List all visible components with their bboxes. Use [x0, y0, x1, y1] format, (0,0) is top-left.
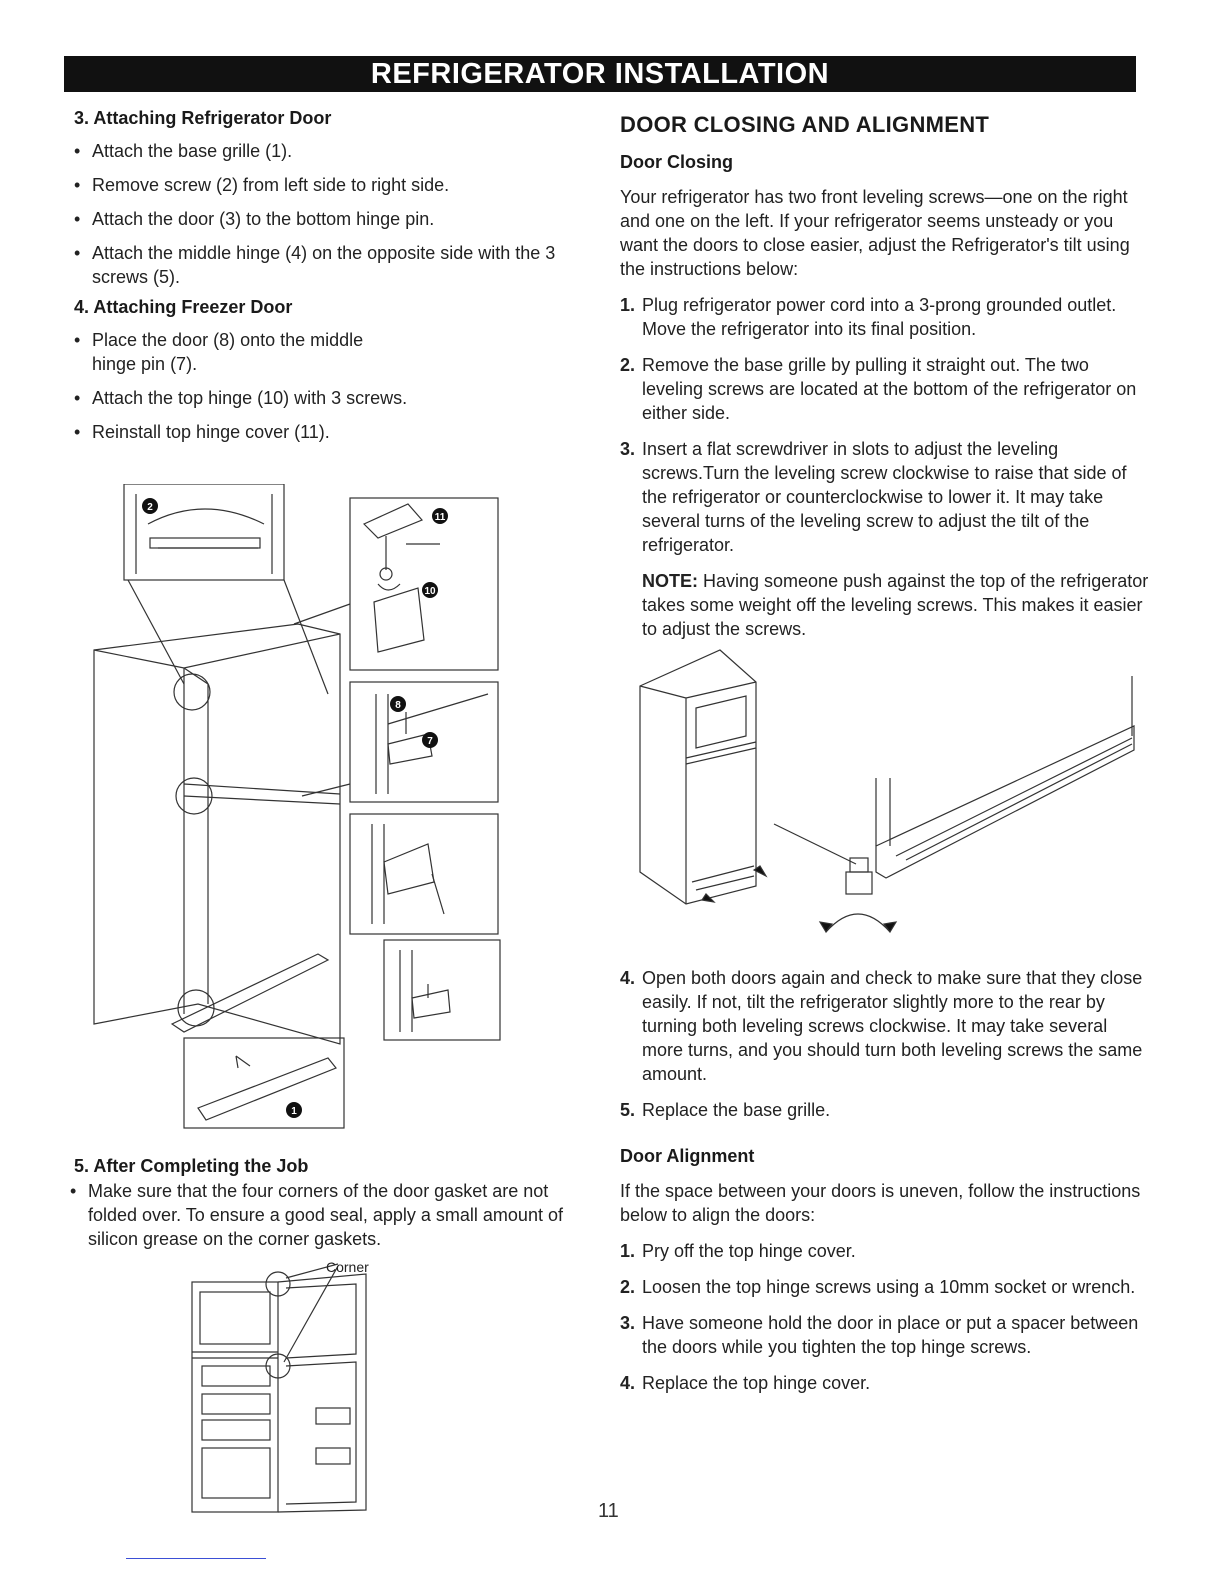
door-alignment-intro: If the space between your doors is uneven, follow the instructions below to align the doors:: [620, 1181, 1141, 1225]
list-item: 1. Plug refrigerator power cord into a 3-prong grounded outlet. Move the refrigerator into its final position.: [620, 295, 1117, 339]
list-item: • Make sure that the four corners of the door gasket are not folded over. To ensure a good seal, apply a small amount of silicon grease on the corner gaskets.: [70, 1179, 584, 1251]
list-item: 5. Replace the base grille.: [620, 1100, 831, 1120]
list-item: 4. Open both doors again and check to make sure that they close easily. If not, tilt the refrigerator slightly more to the rear by turning both leveling screws clockwise. It may take several more turns, and you should turn both leveling screws the same amount.: [620, 968, 1143, 1084]
footer-rule: [126, 1558, 266, 1559]
list-item: 2. Remove the base grille by pulling it straight out. The two leveling screws are located at the bottom of the refrigerator on either side.: [620, 355, 1137, 423]
list-item: 4. Replace the top hinge cover.: [620, 1373, 871, 1393]
door-closing-steps: [620, 293, 1150, 557]
door-alignment-heading: Door Alignment: [620, 1146, 755, 1166]
list-item: • Attach the base grille (1).: [74, 139, 604, 163]
list-item: 2. Loosen the top hinge screws using a 10mm socket or wrench.: [620, 1277, 1136, 1297]
leveling-screw-figure: [636, 646, 1146, 958]
list-item: • Reinstall top hinge cover (11).: [74, 420, 404, 444]
section-3-heading: 3. Attaching Refrigerator Door: [74, 108, 332, 128]
list-item: 3. Have someone hold the door in place or put a spacer between the doors while you tighten the top hinge screws.: [620, 1313, 1139, 1357]
door-closing-intro: Your refrigerator has two front leveling screws—one on the right and one on the left. If your refrigerator seems unsteady or you want the doors to close easier, adjust the Refrigerator's tilt using the instructions below:: [620, 187, 1130, 279]
callout-8: 8: [395, 700, 401, 711]
door-closing-steps-continued: [620, 966, 1150, 1122]
door-alignment-steps: [620, 1239, 1150, 1395]
door-closing-alignment-title: DOOR CLOSING AND ALIGNMENT: [620, 112, 990, 137]
list-item: • Attach the top hinge (10) with 3 screws.: [74, 386, 512, 410]
door-closing-heading: Door Closing: [620, 152, 733, 172]
callout-1: 1: [291, 1106, 297, 1117]
section-5-heading: 5. After Completing the Job: [74, 1156, 309, 1176]
list-item: 1. Pry off the top hinge cover.: [620, 1241, 856, 1261]
list-item: 3. Insert a flat screwdriver in slots to adjust the leveling screws.Turn the leveling screw clockwise to raise that side of the refrigerator or counterclockwise to lower it. It may take several turns of the leveling screw to adjust the tilt of the refrigerator.: [620, 439, 1127, 555]
page-number: 11: [598, 1500, 619, 1522]
right-column-continued: [620, 966, 1150, 1407]
open-fridge-figure: [186, 1258, 386, 1520]
section-5: [64, 1156, 584, 1263]
section-4-heading: 4. Attaching Freezer Door: [74, 297, 293, 317]
door-closing-note: NOTE: Having someone push against the top of the refrigerator takes some weight off the leveling screws. This makes it easier to adjust the screws.: [642, 571, 1149, 639]
page-banner: REFRIGERATOR INSTALLATION: [64, 56, 1136, 92]
corner-label: Corner: [326, 1259, 369, 1275]
section-5-list: [70, 1179, 584, 1251]
section-4-list: [74, 328, 408, 444]
callout-7: 7: [427, 736, 433, 747]
list-item: • Place the door (8) onto the middle hinge pin (7).: [74, 328, 404, 376]
left-column: [64, 108, 604, 456]
list-item: • Attach the middle hinge (4) on the opposite side with the 3 screws (5).: [74, 241, 604, 289]
callout-11: 11: [434, 512, 446, 523]
section-3-list: [74, 139, 604, 289]
callout-10: 10: [424, 586, 436, 597]
hinge-installation-figure: [88, 484, 508, 1134]
right-column: [620, 108, 1150, 653]
list-item: • Attach the door (3) to the bottom hinge pin.: [74, 207, 604, 231]
callout-2: 2: [147, 502, 153, 513]
list-item: • Remove screw (2) from left side to right side.: [74, 173, 604, 197]
